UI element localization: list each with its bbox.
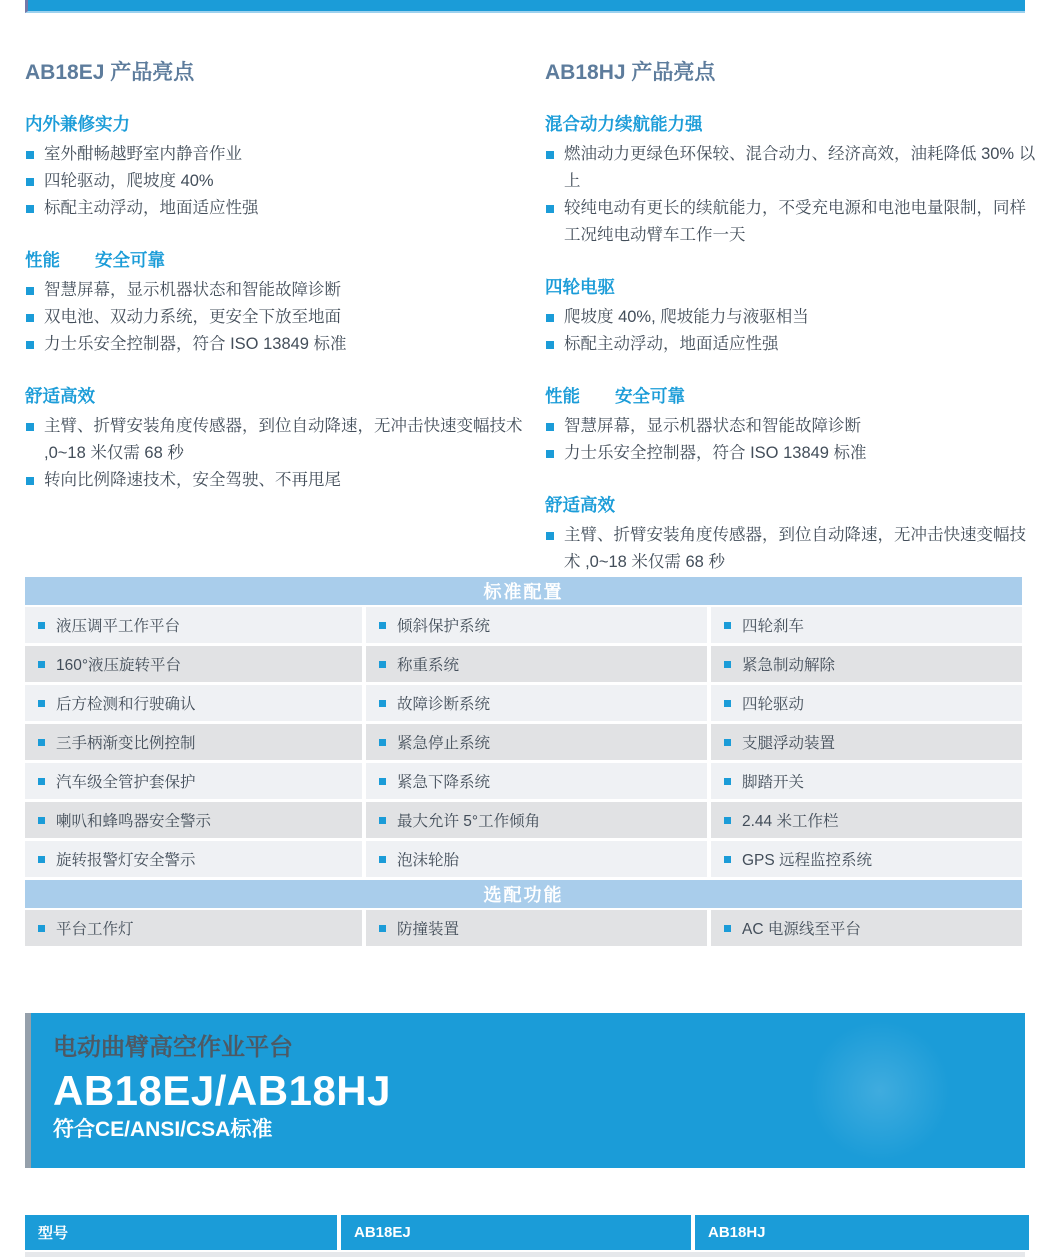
config-cell-text: 紧急停止系统 (397, 735, 491, 752)
bullet-square-icon (724, 661, 731, 668)
section-heading: 四轮电驱 (545, 277, 615, 297)
config-cell-text: 后方检测和行驶确认 (56, 696, 196, 713)
bullet-square-icon (546, 423, 554, 431)
optional-config-grid (25, 910, 1022, 946)
bullet-text: 标配主动浮动，地面适应性强 (564, 335, 779, 353)
config-cell (25, 685, 362, 721)
config-cell (711, 685, 1022, 721)
bullet-square-icon (379, 856, 386, 863)
highlight-bullet (545, 195, 1039, 249)
bullet-square-icon (38, 856, 45, 863)
config-cell (366, 685, 707, 721)
bullet-text: 室外酣畅越野室内静音作业 (44, 145, 242, 163)
bullet-square-icon (38, 817, 45, 824)
config-cell-text: 三手柄渐变比例控制 (56, 735, 196, 752)
bullet-text: 主臂、折臂安装角度传感器，到位自动降速，无冲击快速变幅技术 ,0~18 米仅需 68 秒 (44, 417, 523, 462)
config-cell (25, 910, 362, 946)
section-heading: 性能 安全可靠 (545, 386, 685, 406)
config-cell-text: 四轮驱动 (742, 696, 805, 713)
bullet-square-icon (724, 778, 731, 785)
section-heading: 内外兼修实力 (25, 114, 130, 134)
bullet-text: 智慧屏幕，显示机器状态和智能故障诊断 (564, 417, 861, 435)
config-cell (711, 724, 1022, 760)
highlight-bullet (545, 440, 1039, 467)
bullet-square-icon (724, 925, 731, 932)
highlight-bullet (25, 413, 533, 467)
config-cell-text: 倾斜保护系统 (397, 618, 491, 635)
config-cell (25, 607, 362, 643)
bullet-text: 较纯电动有更长的续航能力，不受充电源和电池电量限制，同样工况纯电动臂车工作一天 (564, 199, 1026, 244)
bullet-text: 主臂、折臂安装角度传感器，到位自动降速，无冲击快速变幅技术 ,0~18 米仅需 68 秒 (564, 526, 1026, 571)
config-cell-text: 喇叭和蜂鸣器安全警示 (56, 813, 212, 830)
config-cell (25, 802, 362, 838)
config-cell (366, 910, 707, 946)
config-cell (25, 646, 362, 682)
bullet-square-icon (26, 341, 34, 349)
highlight-section (545, 114, 1039, 249)
highlight-bullet (25, 304, 533, 331)
bullet-square-icon (724, 700, 731, 707)
section-heading: 舒适高效 (545, 495, 615, 515)
banner-subtitle: 电动曲臂高空作业平台 (53, 1034, 293, 1061)
section-heading: 性能 安全可靠 (25, 250, 165, 270)
column-title-ab18hj: AB18HJ 产品亮点 (545, 61, 716, 84)
config-cell (366, 841, 707, 877)
bullet-square-icon (26, 314, 34, 322)
bullet-square-icon (38, 739, 45, 746)
bullet-square-icon (38, 700, 45, 707)
standard-config-grid (25, 607, 1022, 877)
bullet-square-icon (38, 622, 45, 629)
bullet-square-icon (26, 151, 34, 159)
config-cell (25, 763, 362, 799)
section-heading: 舒适高效 (25, 386, 95, 406)
highlights-column-ab18hj (545, 60, 1039, 603)
config-cell (711, 802, 1022, 838)
config-cell-text: 平台工作灯 (56, 921, 134, 938)
highlight-bullet (25, 168, 533, 195)
config-cell (711, 607, 1022, 643)
bullet-square-icon (546, 205, 554, 213)
bullet-text: 燃油动力更绿色环保较、混合动力、经济高效，油耗降低 30% 以上 (564, 145, 1036, 190)
bullet-square-icon (379, 661, 386, 668)
highlight-bullet (545, 522, 1039, 576)
highlight-bullet (545, 331, 1039, 358)
config-cell-text: 四轮刹车 (742, 618, 805, 635)
bullet-square-icon (546, 341, 554, 349)
highlight-bullet (25, 331, 533, 358)
section-heading: 混合动力续航能力强 (545, 114, 703, 134)
bullet-text: 双电池、双动力系统，更安全下放至地面 (44, 308, 341, 326)
configuration-table (25, 577, 1022, 946)
highlight-bullet (545, 304, 1039, 331)
product-banner (25, 1013, 1025, 1168)
bullet-square-icon (26, 205, 34, 213)
bullet-square-icon (379, 925, 386, 932)
config-cell-text: 称重系统 (397, 657, 460, 674)
config-cell-text: 液压调平工作平台 (56, 618, 181, 635)
highlight-bullet (545, 141, 1039, 195)
bullet-text: 转向比例降速技术，安全驾驶、不再甩尾 (44, 471, 341, 489)
spec-header-cell-ab18hj: AB18HJ (695, 1215, 1029, 1250)
bullet-square-icon (546, 151, 554, 159)
bullet-square-icon (724, 622, 731, 629)
config-cell (366, 763, 707, 799)
highlights-column-ab18ej (25, 60, 533, 494)
config-cell-text: 故障诊断系统 (397, 696, 491, 713)
config-cell-text: 紧急下降系统 (397, 774, 491, 791)
highlight-section (25, 386, 533, 494)
spec-table-header-row (25, 1215, 1025, 1250)
bullet-square-icon (379, 739, 386, 746)
highlight-bullet (25, 467, 533, 494)
bullet-square-icon (379, 778, 386, 785)
highlight-bullet (25, 195, 533, 222)
banner-standards: 符合CE/ANSI/CSA标准 (53, 1118, 273, 1141)
config-cell-text: 2.44 米工作栏 (742, 813, 839, 830)
top-accent-bar (25, 0, 1025, 13)
config-cell-text: 防撞装置 (397, 921, 460, 938)
config-cell-text: 最大允许 5°工作倾角 (397, 813, 541, 830)
spec-table (25, 1215, 1025, 1257)
bullet-text: 标配主动浮动，地面适应性强 (44, 199, 259, 217)
highlight-bullet (545, 413, 1039, 440)
config-cell (711, 910, 1022, 946)
config-cell-text: GPS 远程监控系统 (742, 852, 873, 869)
highlight-bullet (25, 277, 533, 304)
banner-left-strip (25, 1013, 31, 1168)
config-cell-text: AC 电源线至平台 (742, 921, 861, 938)
bullet-text: 四轮驱动，爬坡度 40% (44, 172, 214, 190)
config-cell (366, 607, 707, 643)
config-cell-text: 紧急制动解除 (742, 657, 836, 674)
highlight-section (545, 386, 1039, 467)
bullet-square-icon (379, 700, 386, 707)
bullet-square-icon (26, 477, 34, 485)
highlight-section (25, 114, 533, 222)
bullet-square-icon (546, 532, 554, 540)
banner-title: AB18EJ/AB18HJ (53, 1067, 391, 1114)
highlight-bullet (25, 141, 533, 168)
bullet-text: 力士乐安全控制器，符合 ISO 13849 标准 (44, 335, 347, 353)
config-cell (25, 841, 362, 877)
config-cell (711, 763, 1022, 799)
config-cell (366, 802, 707, 838)
standard-config-header: 标准配置 (25, 577, 1022, 605)
bullet-square-icon (26, 178, 34, 186)
config-cell-text: 支腿浮动装置 (742, 735, 836, 752)
column-title-ab18ej: AB18EJ 产品亮点 (25, 61, 195, 84)
highlight-section (25, 250, 533, 358)
config-cell (366, 724, 707, 760)
config-cell-text: 160°液压旋转平台 (56, 657, 182, 674)
bullet-square-icon (26, 423, 34, 431)
bullet-square-icon (546, 450, 554, 458)
bullet-square-icon (724, 817, 731, 824)
spec-header-cell-model: 型号 (25, 1215, 337, 1250)
config-cell-text: 旋转报警灯安全警示 (56, 852, 196, 869)
bullet-square-icon (379, 817, 386, 824)
bullet-square-icon (379, 622, 386, 629)
bullet-square-icon (724, 739, 731, 746)
spec-table-first-row-sliver (25, 1252, 1025, 1257)
bullet-square-icon (38, 661, 45, 668)
optional-config-header: 选配功能 (25, 880, 1022, 908)
bullet-square-icon (724, 856, 731, 863)
bullet-square-icon (38, 925, 45, 932)
bullet-square-icon (38, 778, 45, 785)
bullet-text: 智慧屏幕，显示机器状态和智能故障诊断 (44, 281, 341, 299)
config-cell (711, 646, 1022, 682)
bullet-square-icon (26, 287, 34, 295)
config-cell-text: 脚踏开关 (742, 774, 805, 791)
bullet-square-icon (546, 314, 554, 322)
bullet-text: 爬坡度 40%, 爬坡能力与液驱相当 (564, 308, 809, 326)
config-cell-text: 汽车级全管护套保护 (56, 774, 196, 791)
config-cell (366, 646, 707, 682)
config-cell (711, 841, 1022, 877)
bullet-text: 力士乐安全控制器，符合 ISO 13849 标准 (564, 444, 867, 462)
config-cell-text: 泡沫轮胎 (397, 852, 460, 869)
spec-header-cell-ab18ej: AB18EJ (341, 1215, 691, 1250)
config-cell (25, 724, 362, 760)
highlight-section (545, 277, 1039, 358)
